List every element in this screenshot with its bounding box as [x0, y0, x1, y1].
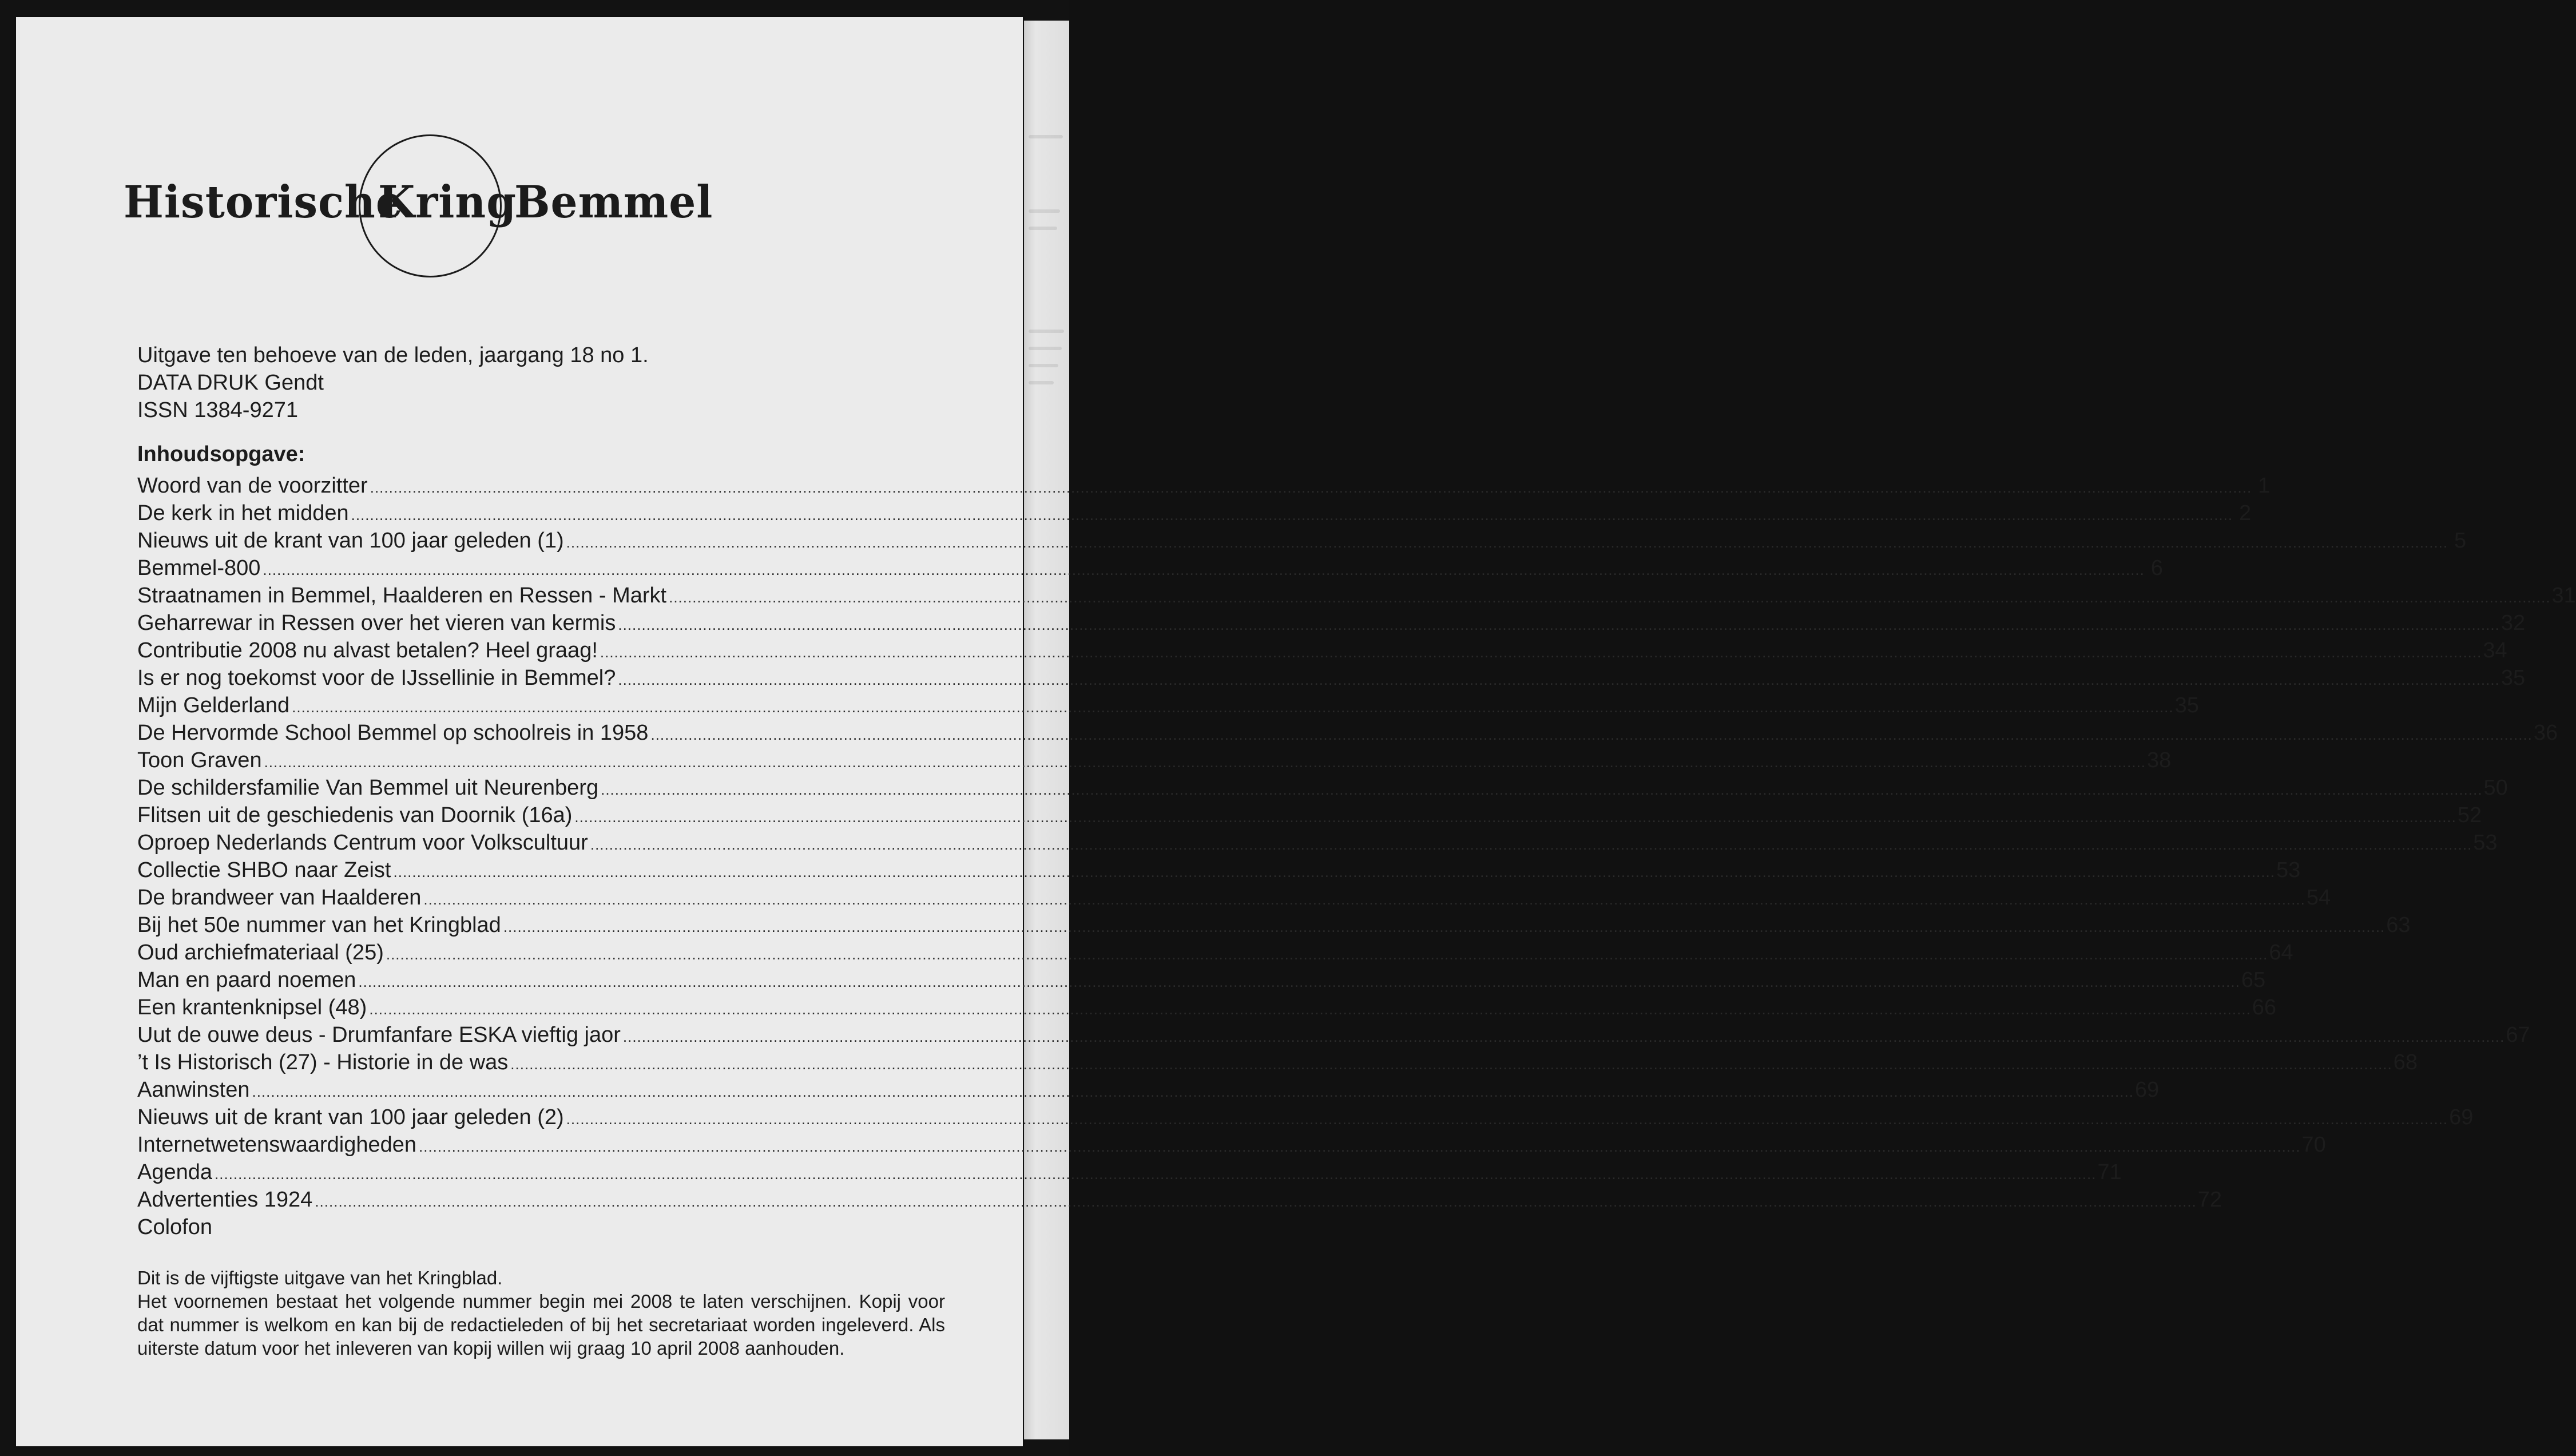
toc-entry-page: 70 — [2301, 1133, 2326, 1157]
toc-dot-leader: ................................................................................................................................................................................................................................................................................................................................................................................................................ — [369, 1001, 2251, 1018]
table-of-contents — [137, 472, 2576, 1241]
masthead-word-bemmel: Bemmel — [514, 176, 713, 229]
toc-entry-title: Geharrewar in Ressen over het vieren van kermis — [137, 611, 616, 635]
toc-dot-leader: ................................................................................................................................................................................................................................................................................................................................................................................................................ — [358, 973, 2240, 990]
toc-entry-title: Nieuws uit de krant van 100 jaar geleden (2) — [137, 1105, 564, 1129]
document-page — [16, 17, 2576, 1446]
publication-line: Uitgave ten behoeve van de leden, jaargang 18 no 1. — [137, 343, 649, 367]
masthead-word-historische: Historische — [124, 176, 403, 229]
toc-entry — [137, 609, 2526, 637]
toc-entry-title: Oproep Nederlands Centrum voor Volkscultuur — [137, 831, 588, 855]
toc-entry-page: 1 — [2258, 474, 2271, 498]
toc-entry-title: Internetwetenswaardigheden — [137, 1133, 417, 1157]
toc-entry-page: 50 — [2483, 776, 2508, 800]
publication-info — [137, 342, 649, 424]
toc-entry — [137, 1213, 945, 1241]
toc-entry-title: De Hervormde School Bemmel op schoolreis in 1958 — [137, 721, 649, 745]
toc-entry — [137, 637, 2507, 664]
toc-entry — [137, 1076, 2160, 1104]
toc-entry — [137, 1159, 2122, 1186]
toc-dot-leader: ................................................................................................................................................................................................................................................................................................................................................................................................................ — [315, 1193, 2197, 1210]
toc-entry — [137, 472, 2271, 499]
toc-entry-title: Man en paard noemen — [137, 968, 356, 992]
toc-entry-page: 71 — [2097, 1160, 2122, 1184]
toc-entry-title: Is er nog toekomst voor de IJssellinie in Bemmel? — [137, 666, 616, 690]
closing-note-paragraph: Het voornemen bestaat het volgende nummer begin mei 2008 te laten verschijnen. Kopij voor dat nummer is welkom en kan bij de redactieleden of bij het secretariaat worden ingeleverd. Als uiterste datum voor het inleveren van kopij willen wij graag 10 april 2008 aanhouden. — [137, 1291, 945, 1359]
toc-dot-leader: ................................................................................................................................................................................................................................................................................................................................................................................................................ — [618, 671, 2500, 688]
toc-entry-page: 69 — [2134, 1078, 2160, 1102]
toc-entry-title: Contributie 2008 nu alvast betalen? Heel graag! — [137, 638, 598, 662]
toc-entry-page: 53 — [2276, 858, 2301, 882]
masthead-word-kring: Kring — [378, 176, 517, 229]
toc-entry-title: Uut de ouwe deus - Drumfanfare ESKA vieftig jaor — [137, 1023, 621, 1047]
toc-entry — [137, 664, 2526, 692]
toc-entry-title: Collectie SHBO naar Zeist — [137, 858, 391, 882]
toc-dot-leader: ................................................................................................................................................................................................................................................................................................................................................................................................................ — [590, 836, 2472, 853]
toc-entry-page: 68 — [2393, 1050, 2418, 1074]
toc-entry-title: Mijn Gelderland — [137, 693, 290, 717]
toc-dot-leader: ................................................................................................................................................................................................................................................................................................................................................................................................................ — [252, 1083, 2134, 1100]
toc-entry-page: 34 — [2483, 638, 2507, 662]
toc-dot-leader: ................................................................................................................................................................................................................................................................................................................................................................................................................ — [566, 534, 2448, 551]
toc-entry-title: Oud archiefmateriaal (25) — [137, 941, 384, 965]
toc-entry — [137, 966, 2266, 994]
toc-entry — [137, 1104, 2474, 1131]
toc-dot-leader: ................................................................................................................................................................................................................................................................................................................................................................................................................ — [622, 1028, 2505, 1045]
toc-entry-page: 35 — [2174, 693, 2199, 717]
toc-entry-title: Een krantenknipsel (48) — [137, 995, 367, 1019]
toc-dot-leader: ................................................................................................................................................................................................................................................................................................................................................................................................................ — [650, 726, 2533, 743]
toc-entry-title: Colofon — [137, 1215, 212, 1239]
toc-dot-leader: ................................................................................................................................................................................................................................................................................................................................................................................................................ — [386, 946, 2268, 963]
toc-entry-title: De brandweer van Haalderen — [137, 886, 422, 910]
printer-line: DATA DRUK Gendt — [137, 371, 324, 395]
toc-dot-leader: ................................................................................................................................................................................................................................................................................................................................................................................................................ — [669, 589, 2551, 606]
toc-entry-page: 38 — [2147, 748, 2172, 772]
toc-entry — [137, 884, 2331, 911]
closing-note — [137, 1266, 945, 1360]
toc-entry-page: 6 — [2150, 556, 2163, 580]
toc-entry — [137, 747, 2172, 774]
toc-entry — [137, 829, 2498, 856]
toc-entry-page: 5 — [2454, 529, 2467, 553]
toc-entry-page: 66 — [2252, 995, 2277, 1019]
toc-dot-leader: ................................................................................................................................................................................................................................................................................................................................................................................................................ — [393, 863, 2275, 880]
toc-dot-leader: ................................................................................................................................................................................................................................................................................................................................................................................................................ — [574, 808, 2456, 826]
toc-dot-leader: ................................................................................................................................................................................................................................................................................................................................................................................................................ — [423, 891, 2305, 908]
toc-entry-title: Nieuws uit de krant van 100 jaar geleden (1) — [137, 529, 564, 553]
toc-entry-title: ’t Is Historisch (27) - Historie in de was — [137, 1050, 509, 1074]
toc-entry — [137, 1021, 2530, 1049]
toc-dot-leader: ................................................................................................................................................................................................................................................................................................................................................................................................................ — [618, 616, 2500, 633]
toc-dot-leader: ................................................................................................................................................................................................................................................................................................................................................................................................................ — [503, 918, 2386, 935]
toc-dot-leader: ................................................................................................................................................................................................................................................................................................................................................................................................................ — [419, 1138, 2301, 1155]
toc-entry-title: De schildersfamilie Van Bemmel uit Neurenberg — [137, 776, 599, 800]
toc-entry-page: 52 — [2457, 803, 2482, 827]
toc-entry-title: Flitsen uit de geschiedenis van Doornik (16a) — [137, 803, 573, 827]
toc-entry-page: 54 — [2306, 886, 2331, 910]
toc-dot-leader: ................................................................................................................................................................................................................................................................................................................................................................................................................ — [264, 753, 2146, 771]
toc-heading: Inhoudsopgave: — [137, 442, 305, 466]
toc-entry-page: 36 — [2533, 721, 2558, 745]
issn-line: ISSN 1384-9271 — [137, 398, 298, 422]
toc-entry-page: 63 — [2386, 913, 2411, 937]
toc-dot-leader: ................................................................................................................................................................................................................................................................................................................................................................................................................ — [600, 644, 2482, 661]
toc-dot-leader: ................................................................................................................................................................................................................................................................................................................................................................................................................ — [510, 1056, 2392, 1073]
toc-dot-leader: ................................................................................................................................................................................................................................................................................................................................................................................................................ — [566, 1110, 2448, 1128]
toc-entry-title: Woord van de voorzitter — [137, 474, 368, 498]
masthead-logo — [122, 134, 713, 280]
toc-entry-page: 35 — [2500, 666, 2526, 690]
toc-entry-page: 32 — [2500, 611, 2526, 635]
toc-entry-page: 72 — [2197, 1188, 2222, 1212]
toc-entry-title: De kerk in het midden — [137, 501, 349, 525]
toc-entry-page: 2 — [2238, 501, 2252, 525]
toc-entry — [137, 911, 2411, 939]
toc-dot-leader: ................................................................................................................................................................................................................................................................................................................................................................................................................ — [351, 506, 2233, 523]
toc-entry-page: 65 — [2241, 968, 2266, 992]
toc-entry — [137, 1049, 2418, 1076]
toc-entry — [137, 994, 2277, 1021]
toc-entry-title: Bemmel-800 — [137, 556, 261, 580]
toc-entry — [137, 719, 2558, 747]
toc-dot-leader: ................................................................................................................................................................................................................................................................................................................................................................................................................ — [601, 781, 2483, 798]
toc-entry — [137, 692, 2199, 719]
toc-entry — [137, 527, 2467, 554]
toc-entry-title: Agenda — [137, 1160, 213, 1184]
toc-entry — [137, 1131, 2326, 1159]
toc-entry — [137, 939, 2293, 966]
toc-entry-page: 53 — [2473, 831, 2498, 855]
toc-dot-leader: ................................................................................................................................................................................................................................................................................................................................................................................................................ — [215, 1165, 2097, 1183]
toc-entry-page: 31 — [2551, 584, 2576, 608]
toc-entry-title: Bij het 50e nummer van het Kringblad — [137, 913, 501, 937]
toc-entry-page: 64 — [2269, 941, 2293, 965]
closing-note-line: Dit is de vijftigste uitgave van het Kringblad. — [137, 1267, 503, 1288]
toc-entry-title: Straatnamen in Bemmel, Haalderen en Ressen - Markt — [137, 584, 667, 608]
toc-dot-leader: ................................................................................................................................................................................................................................................................................................................................................................................................................ — [370, 479, 2252, 496]
toc-entry — [137, 554, 2163, 582]
toc-entry-page: 69 — [2449, 1105, 2474, 1129]
toc-entry — [137, 856, 2301, 884]
toc-entry — [137, 582, 2576, 609]
toc-entry — [137, 499, 2252, 527]
toc-entry-page: 67 — [2506, 1023, 2530, 1047]
toc-entry — [137, 802, 2482, 829]
toc-dot-leader: ................................................................................................................................................................................................................................................................................................................................................................................................................ — [292, 699, 2174, 716]
toc-dot-leader: ................................................................................................................................................................................................................................................................................................................................................................................................................ — [263, 561, 2145, 578]
toc-entry-title: Advertenties 1924 — [137, 1188, 313, 1212]
toc-entry — [137, 774, 2508, 802]
toc-entry — [137, 1186, 2222, 1213]
toc-entry-title: Aanwinsten — [137, 1078, 250, 1102]
toc-entry-title: Toon Graven — [137, 748, 262, 772]
